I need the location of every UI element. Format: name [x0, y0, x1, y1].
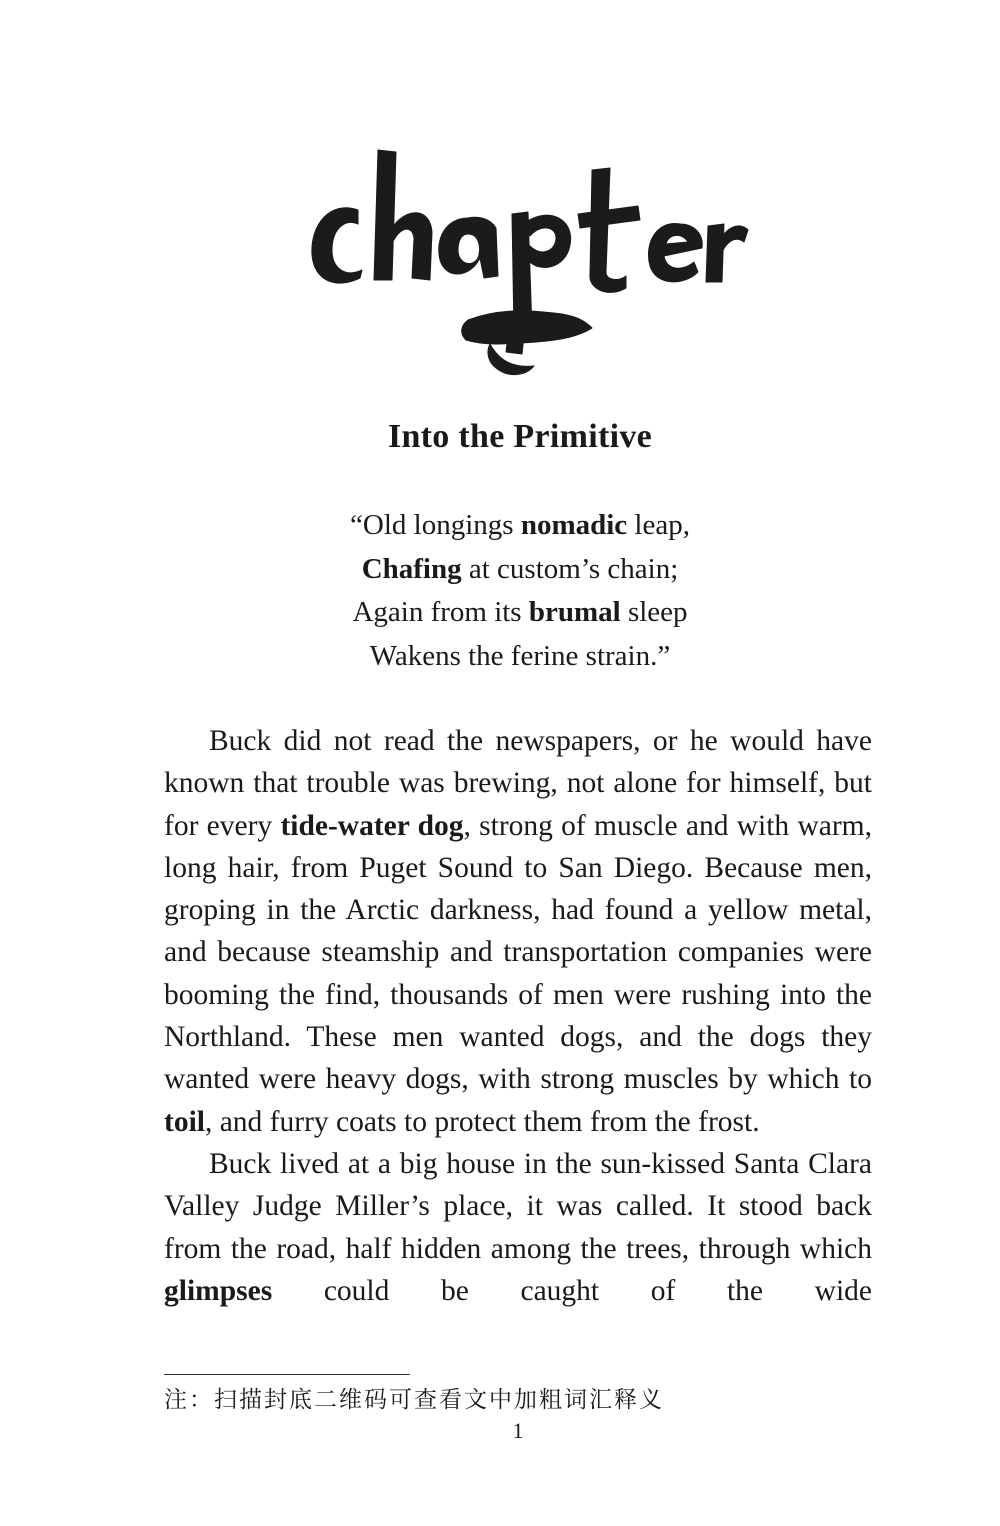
page-number: 1 [512, 1418, 524, 1443]
chapter-title: Into the Primitive [387, 418, 653, 455]
chapter-brush-logo [300, 140, 750, 390]
chapter-heading-calligraphy [300, 140, 750, 390]
epigraph-line: “Old longings nomadic leap, [350, 509, 690, 541]
epigraph [0, 504, 1000, 678]
body-text [164, 720, 872, 1312]
epigraph-line: Chafing at custom’s chain; [361, 552, 679, 585]
epigraph-line: Wakens the ferine strain.” [369, 639, 671, 672]
glossary-term: toil [164, 1105, 205, 1138]
glossary-term: glimpses [164, 1274, 273, 1307]
footnote-divider [164, 1374, 410, 1375]
paragraph: Buck did not read the newspapers, or he would have known that trouble was brewing, not alone for himself, but for every tide-water dog, strong of muscle and with warm, long hair, from Puget Sound to San Diego. Because men, groping in the Arctic darkness, had found a yellow metal, and because steamship and transportation companies were booming the find, thousands of men were rushing into the Northland. These men wanted dogs, and the dogs they wanted were heavy dogs, with strong muscles by which to toil, and furry coats to protect them from the frost. [164, 725, 872, 1138]
paragraph: Buck lived at a big house in the sun-kissed Santa Clara Valley Judge Miller’s place, it was called. It stood back from the road, half hidden among the trees, through which glimpses could be caught of the wide [164, 1147, 872, 1307]
epigraph-line: Again from its brumal sleep [352, 596, 688, 628]
footnote: 注：扫描封底二维码可查看文中加粗词汇释义 [164, 1387, 664, 1413]
glossary-term: tide-water dog [280, 809, 464, 842]
